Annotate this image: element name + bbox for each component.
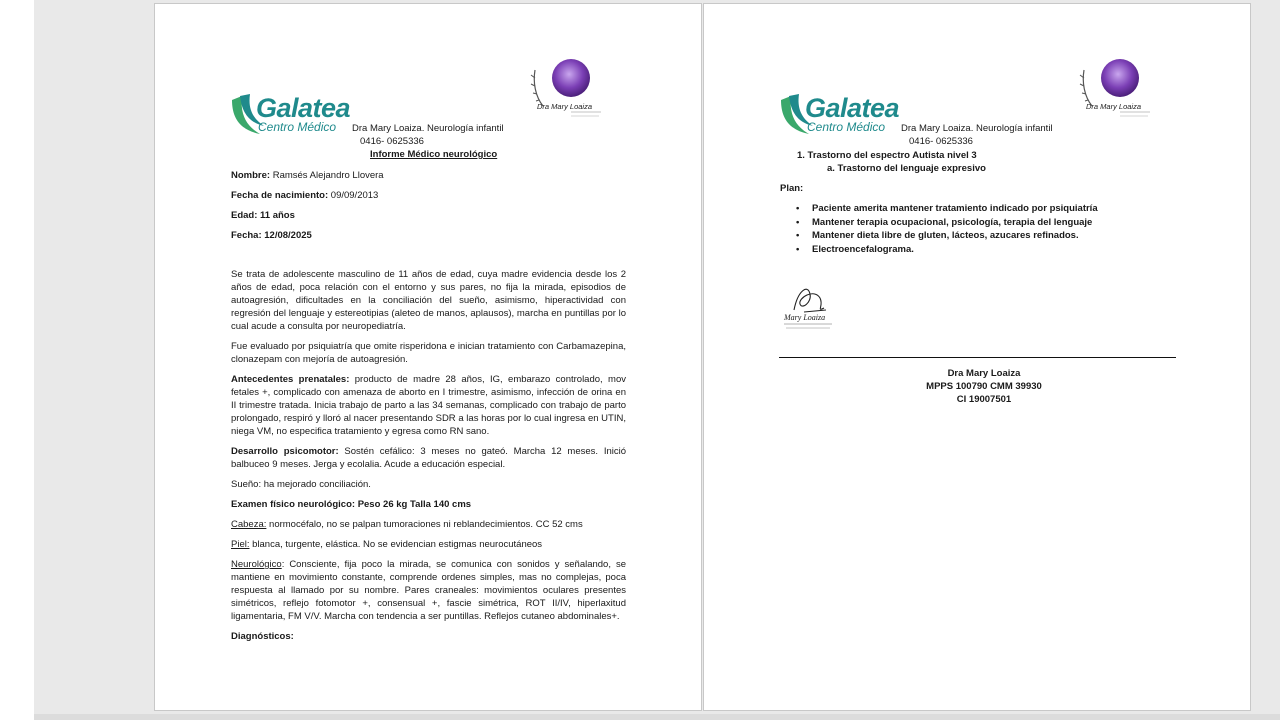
skin-paragraph [231, 538, 626, 551]
exam-title: Examen físico neurológico: Peso 26 kg Talla 140 cms [231, 499, 472, 510]
field-name-label: Nombre: [231, 170, 271, 181]
document-page-2 [703, 3, 1251, 711]
head-text: normocéfalo, no se palpan tumoraciones ni reblandecimientos. CC 52 cms [266, 519, 583, 530]
signature-block [864, 367, 1104, 406]
psychomotor-paragraph [231, 445, 626, 471]
plan-item: • Paciente amerita mantener tratamiento indicado por psiquiatría [780, 202, 1160, 216]
field-date-label: Fecha: [231, 230, 262, 241]
galatea-logo [230, 90, 355, 138]
seal-emblem-icon [1076, 56, 1156, 122]
plan-item: • Mantener terapia ocupacional, psicología, terapia del lenguaje [780, 216, 1160, 230]
prenatal-text: producto de madre 28 años, IG, embarazo controlado, mov fetales +, complicado con amenaza de aborto en I trimestre, asimismo, infección de orina en II trimestre tratada. Inicia trabajo de parto a las 34 semanas, complicado con trabajo de parto prolongado, respiró y lloró al nacer presentando SDR a las horas por lo cual ingresa en UTIN, niega VM, no especifica tratamiento y egresa como RN sano. [231, 374, 627, 437]
plan-label: Plan: [780, 183, 804, 194]
doctor-seal-logo [1076, 56, 1156, 122]
horizontal-scroll-area[interactable] [34, 714, 1280, 720]
psychomotor-text: Sostén cefálico: 3 meses no gateó. Marcha 12 meses. Inició balbuceo 9 meses. Jerga y ecolalia. Acude a educación especial. [231, 446, 626, 470]
signature-line [779, 357, 1176, 358]
skin-label: Piel: [231, 539, 250, 550]
field-date-value: 12/08/2025 [264, 230, 312, 241]
field-age [231, 210, 295, 222]
head-label: Cabeza: [231, 519, 267, 530]
prenatal-label: Antecedentes prenatales: [231, 374, 350, 385]
field-age-label: Edad: [231, 210, 258, 221]
doctor-phone: 0416- 0625336 [909, 136, 973, 147]
document-page-1 [154, 3, 702, 711]
seal-name-text: Dra Mary Loaiza [1086, 102, 1142, 111]
field-name [231, 170, 384, 182]
signature-stamp-icon [780, 280, 840, 335]
neuro-text: : Consciente, fija poco la mirada, se comunica con sonidos y señalando, se mantiene en movimiento constante, comprende ordenes simples, mas no complejas, poca respuesta al llamado por su nombre. Pares craneales: movimientos oculares presentes simétricos, reflejo fotomotor +, consensual +, fascie simétrica, ROT II/IV, hiperlaxitud ligamentaria, FM V/V. Marcha con tendencia a ser puntillas. Reflejos cutaneo abdominales+. [231, 559, 626, 622]
field-dob-label: Fecha de nacimiento: [231, 190, 329, 201]
neuro-paragraph [231, 558, 626, 623]
intro-paragraph: Se trata de adolescente masculino de 11 años de edad, cuya madre evidencia desde los 2 años de edad, poca relación con el entorno y sus pares, no fija la mirada, episodios de autoagresión, dificultades en la conciliación del sueño, asimismo, hiperactividad con regresión del lenguaje y estereotipias (aleteo de manos, aplausos), marcha en puntillas por lo cual acude a consulta por neuropediatría. [231, 269, 626, 332]
plan-list [780, 202, 1160, 256]
logo-wordmark: Galatea [256, 93, 351, 123]
field-name-value: Ramsés Alejandro Llovera [272, 170, 384, 181]
field-age-value: 11 años [260, 210, 295, 221]
doctor-line: Dra Mary Loaiza. Neurología infantil [901, 123, 1053, 134]
signer-name: Dra Mary Loaiza [947, 368, 1021, 379]
logo-wordmark: Galatea [805, 93, 900, 123]
diagnosis-item-1a: a. Trastorno del lenguaje expresivo [827, 163, 986, 174]
field-dob-value: 09/09/2013 [330, 190, 379, 201]
signature-text: Mary Loaiza [784, 313, 826, 322]
psychomotor-label: Desarrollo psicomotor: [231, 446, 339, 457]
diagnoses-label: Diagnósticos: [231, 631, 294, 642]
doctor-line: Dra Mary Loaiza. Neurología infantil [352, 123, 504, 134]
signer-ci: CI 19007501 [956, 394, 1012, 405]
report-title: Informe Médico neurológico [370, 149, 498, 160]
plan-item: • Electroencefalograma. [780, 243, 1160, 257]
prenatal-paragraph [231, 373, 626, 438]
field-dob [231, 190, 378, 202]
handwritten-signature [780, 280, 840, 335]
sleep-paragraph: Sueño: ha mejorado conciliación. [231, 479, 371, 490]
galatea-logo [779, 90, 904, 138]
evaluation-paragraph: Fue evaluado por psiquiatría que omite risperidona e inician tratamiento con Carbamazepina, clonazepam con mejoría de autoagresión. [231, 341, 626, 365]
diagnosis-list [797, 149, 986, 175]
neuro-label: Neurológico [231, 559, 282, 570]
logo-subtitle: Centro Médico [258, 120, 337, 134]
skin-text: blanca, turgente, elástica. No se evidencian estigmas neurocutáneos [249, 539, 543, 550]
plan-item: • Mantener dieta libre de gluten, lácteos, azucares refinados. [780, 229, 1160, 243]
doctor-phone: 0416- 0625336 [360, 136, 424, 147]
logo-subtitle: Centro Médico [807, 120, 886, 134]
field-date [231, 230, 312, 242]
doctor-seal-logo [527, 56, 607, 122]
seal-emblem-icon [527, 56, 607, 122]
head-paragraph [231, 518, 626, 531]
signer-mpps: MPPS 100790 CMM 39930 [926, 381, 1042, 392]
seal-name-text: Dra Mary Loaiza [537, 102, 593, 111]
diagnosis-item-1: 1. Trastorno del espectro Autista nivel 3 [797, 150, 977, 161]
